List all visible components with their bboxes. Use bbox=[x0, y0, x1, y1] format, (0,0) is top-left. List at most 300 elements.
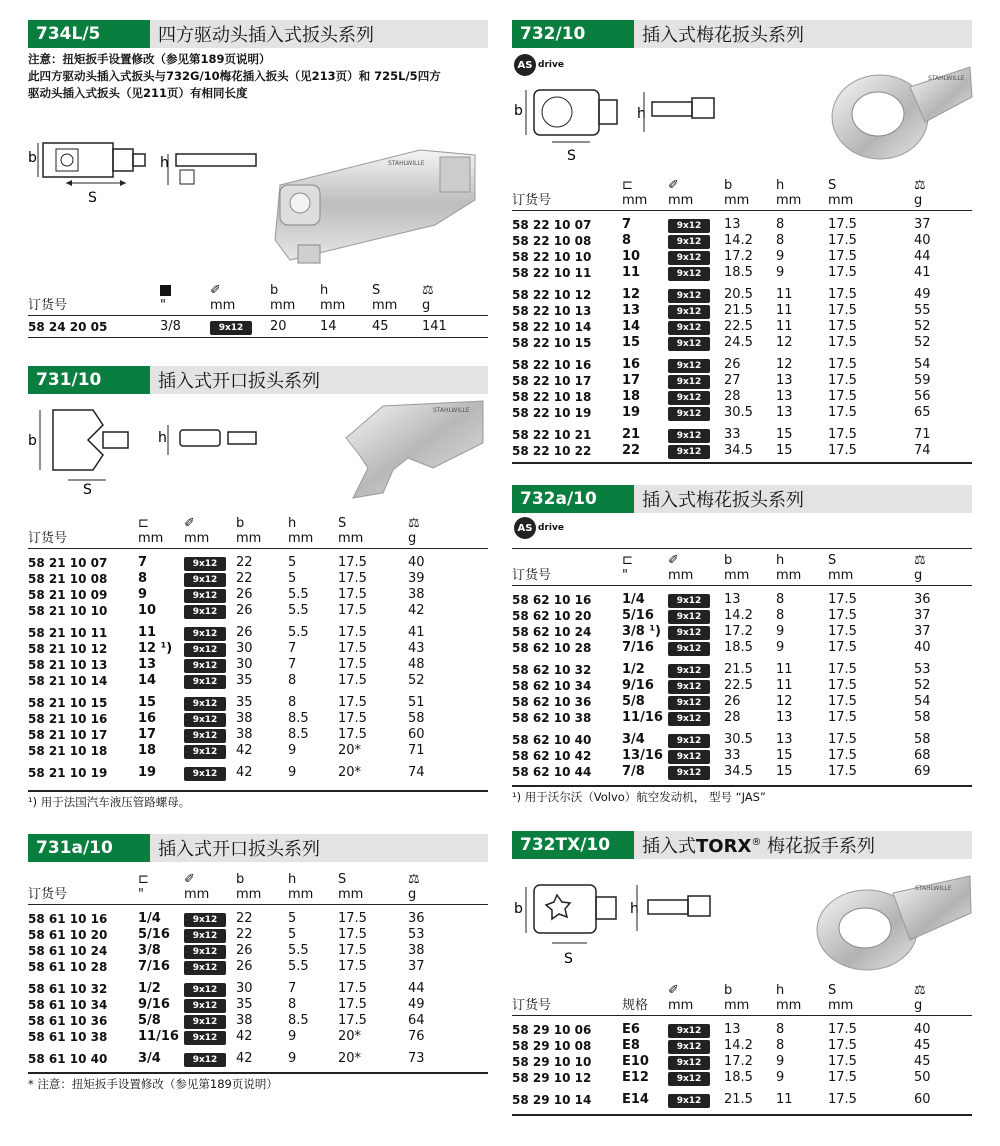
cell-g: 37 bbox=[408, 959, 425, 974]
col-order: 订货号 bbox=[512, 193, 552, 208]
cell-order: 58 22 10 14 bbox=[512, 320, 592, 334]
table-top-rule bbox=[512, 548, 972, 549]
cell-h: 13 bbox=[776, 389, 793, 404]
cell-s: 17.5 bbox=[828, 608, 857, 623]
cell-g: 52 bbox=[914, 678, 931, 693]
table-row bbox=[28, 673, 488, 689]
cell-b: 21.5 bbox=[724, 662, 753, 677]
cell-size: 13/16 bbox=[622, 748, 663, 763]
cell-h: 8.5 bbox=[288, 1013, 309, 1028]
cell-h: 5.5 bbox=[288, 625, 309, 640]
cell-fit bbox=[668, 249, 724, 265]
cell-fit bbox=[668, 421, 724, 443]
cell-b: 22.5 bbox=[724, 319, 753, 334]
cell-s: 17.5 bbox=[338, 571, 367, 586]
fit-badge: 9x12 bbox=[184, 767, 226, 781]
cell-order: 58 62 10 20 bbox=[512, 609, 592, 623]
cell-b: 14.2 bbox=[724, 233, 753, 248]
table-731a-10 bbox=[28, 872, 488, 1067]
table-row bbox=[512, 1086, 972, 1108]
fit-badge: 9x12 bbox=[668, 407, 710, 421]
col-unit: mm bbox=[668, 568, 694, 583]
note-line: 此四方驱动头插入式扳头与732G/10梅花插入扳头（见213页）和 725L/5四方 bbox=[28, 69, 441, 83]
col-unit: g bbox=[422, 298, 431, 313]
cell-size: 7 bbox=[622, 217, 632, 232]
cell-g: 76 bbox=[408, 1029, 425, 1044]
col-unit: g bbox=[408, 531, 417, 546]
cell-g: 68 bbox=[914, 748, 931, 763]
fit-badge: 9x12 bbox=[668, 626, 710, 640]
cell-h: 8 bbox=[288, 673, 297, 688]
cell-size: 19 bbox=[138, 765, 157, 780]
cell-order: 58 21 10 16 bbox=[28, 712, 108, 726]
cell-s: 17.5 bbox=[828, 287, 857, 302]
table-row bbox=[512, 694, 972, 710]
cell-fit bbox=[668, 1070, 724, 1086]
cell-g: 53 bbox=[914, 662, 931, 677]
col-unit: mm bbox=[724, 998, 750, 1013]
section-header bbox=[28, 366, 488, 394]
cell-s: 17.5 bbox=[338, 727, 367, 742]
cell-size: E12 bbox=[622, 1070, 649, 1085]
photo-stamp: STAHLWILLE bbox=[928, 75, 965, 82]
cell-fit bbox=[184, 927, 236, 943]
cell-fit bbox=[668, 608, 724, 624]
dim-label-h: h bbox=[630, 901, 639, 917]
cell-size: E8 bbox=[622, 1038, 640, 1053]
cell-b: 42 bbox=[236, 1051, 253, 1066]
col-unit: mm bbox=[776, 193, 802, 208]
cell-s: 17.5 bbox=[828, 764, 857, 779]
cell-h: 9 bbox=[288, 1029, 297, 1044]
cell-h: 7 bbox=[288, 641, 297, 656]
col-s: S bbox=[338, 872, 347, 887]
cell-g: 42 bbox=[408, 603, 425, 618]
cell-order: 58 22 10 13 bbox=[512, 304, 592, 318]
col-unit: mm bbox=[776, 568, 802, 583]
cell-order: 58 29 10 10 bbox=[512, 1055, 592, 1069]
cell-b: 13 bbox=[724, 592, 741, 607]
cell-g: 141 bbox=[422, 318, 447, 334]
wrench-fit-icon: ✐ bbox=[668, 983, 679, 998]
section-title: 插入式梅花扳头系列 bbox=[642, 25, 804, 46]
table-row bbox=[28, 549, 488, 572]
cell-h: 8 bbox=[776, 233, 785, 248]
col-order: 订货号 bbox=[512, 998, 552, 1013]
col-order: 订货号 bbox=[28, 298, 68, 313]
cell-order: 58 22 10 10 bbox=[512, 250, 592, 264]
title-brand: TORX bbox=[696, 836, 752, 857]
cell-b: 34.5 bbox=[724, 764, 753, 779]
section-code: 734L/5 bbox=[28, 20, 150, 48]
fit-badge: 9x12 bbox=[668, 1056, 710, 1070]
cell-h: 5.5 bbox=[288, 587, 309, 602]
cell-size: E6 bbox=[622, 1022, 640, 1037]
section-code: 732TX/10 bbox=[512, 831, 634, 859]
cell-g: 58 bbox=[408, 711, 425, 726]
fit-badge: 9x12 bbox=[184, 573, 226, 587]
cell-b: 17.2 bbox=[724, 1054, 753, 1069]
cell-size: 8 bbox=[138, 571, 148, 586]
cell-b: 30 bbox=[236, 641, 253, 656]
table-row bbox=[28, 759, 488, 781]
cell-size: 12 ¹) bbox=[138, 641, 173, 656]
technical-drawing-square-drive bbox=[28, 135, 268, 210]
cell-fit bbox=[184, 571, 236, 587]
cell-h: 15 bbox=[776, 443, 793, 458]
cell-order: 58 22 10 18 bbox=[512, 390, 592, 404]
col-h: h bbox=[288, 516, 297, 531]
cell-b: 42 bbox=[236, 765, 253, 780]
cell-fit bbox=[668, 1086, 724, 1108]
cell-b: 28 bbox=[724, 710, 741, 725]
cell-order: 58 62 10 32 bbox=[512, 663, 592, 677]
fit-badge: 9x12 bbox=[184, 983, 226, 997]
open-jaw-icon: ⊏ bbox=[138, 516, 149, 531]
cell-size: 17 bbox=[622, 373, 641, 388]
cell-fit bbox=[668, 303, 724, 319]
cell-s: 17.5 bbox=[338, 641, 367, 656]
cell-fit bbox=[668, 335, 724, 351]
cell-h: 8 bbox=[288, 997, 297, 1012]
cell-g: 38 bbox=[408, 943, 425, 958]
cell-s: 17.5 bbox=[828, 1070, 857, 1085]
fit-badge: 9x12 bbox=[668, 664, 710, 678]
cell-b: 38 bbox=[236, 727, 253, 742]
cell-h: 8 bbox=[288, 695, 297, 710]
cell-size: 3/8 ¹) bbox=[622, 624, 661, 639]
cell-order: 58 21 10 19 bbox=[28, 766, 108, 780]
wrench-fit-icon: ✐ bbox=[668, 178, 679, 193]
weight-scale-icon: ⚖ bbox=[408, 516, 420, 531]
section-731-10 bbox=[28, 366, 488, 394]
cell-b: 17.2 bbox=[724, 624, 753, 639]
cell-s: 17.5 bbox=[338, 981, 367, 996]
cell-fit bbox=[184, 587, 236, 603]
cell-h: 9 bbox=[776, 1054, 785, 1069]
cell-size: 5/8 bbox=[138, 1013, 161, 1028]
section-732-10 bbox=[512, 20, 972, 48]
fit-badge: 9x12 bbox=[668, 429, 710, 443]
cell-fit bbox=[668, 233, 724, 249]
section-731a-10 bbox=[28, 834, 488, 862]
cell-h: 12 bbox=[776, 357, 793, 372]
fit-badge: 9x12 bbox=[668, 750, 710, 764]
cell-h: 9 bbox=[776, 249, 785, 264]
cell-g: 60 bbox=[408, 727, 425, 742]
cell-h: 8.5 bbox=[288, 727, 309, 742]
dim-label-s: S bbox=[88, 190, 97, 206]
cell-g: 52 bbox=[408, 673, 425, 688]
cell-fit bbox=[184, 619, 236, 641]
cell-order: 58 62 10 42 bbox=[512, 749, 592, 763]
table-row bbox=[512, 249, 972, 265]
fit-badge: 9x12 bbox=[668, 375, 710, 389]
table-row bbox=[512, 373, 972, 389]
cell-fit bbox=[184, 641, 236, 657]
dim-label-s: S bbox=[564, 951, 573, 967]
table-row bbox=[28, 959, 488, 975]
cell-order: 58 21 10 17 bbox=[28, 728, 108, 742]
col-unit: g bbox=[914, 193, 923, 208]
cell-g: 36 bbox=[914, 592, 931, 607]
cell-size: 8 bbox=[622, 233, 632, 248]
cell-b: 34.5 bbox=[724, 443, 753, 458]
col-order: 订货号 bbox=[512, 568, 552, 583]
cell-b: 26 bbox=[236, 943, 253, 958]
cell-b: 21.5 bbox=[724, 1092, 753, 1107]
cell-fit bbox=[184, 959, 236, 975]
cell-s: 17.5 bbox=[828, 427, 857, 442]
cell-g: 37 bbox=[914, 217, 931, 232]
cell-order: 58 62 10 38 bbox=[512, 711, 592, 725]
footnote: * 注意：扭矩扳手设置修改（参见第189页说明） bbox=[28, 1077, 278, 1091]
cell-size: 16 bbox=[622, 357, 641, 372]
cell-b: 33 bbox=[724, 427, 741, 442]
table-row bbox=[512, 303, 972, 319]
cell-h: 8 bbox=[776, 608, 785, 623]
cell-size: 7/16 bbox=[138, 959, 170, 974]
cell-h: 13 bbox=[776, 405, 793, 420]
table-row bbox=[28, 975, 488, 997]
cell-b: 18.5 bbox=[724, 640, 753, 655]
product-photo-734l5 bbox=[270, 145, 485, 270]
col-b: b bbox=[270, 283, 279, 298]
table-row bbox=[28, 587, 488, 603]
col-h: h bbox=[776, 178, 785, 193]
cell-fit bbox=[668, 281, 724, 303]
cell-s: 17.5 bbox=[828, 592, 857, 607]
cell-s: 17.5 bbox=[828, 303, 857, 318]
table-row bbox=[512, 405, 972, 421]
fit-badge: 9x12 bbox=[668, 1094, 710, 1108]
square-icon bbox=[160, 285, 171, 296]
cell-fit bbox=[184, 1029, 236, 1045]
col-unit: mm bbox=[372, 298, 398, 313]
product-photo-732 bbox=[830, 62, 975, 167]
cell-h: 9 bbox=[776, 265, 785, 280]
cell-h: 11 bbox=[776, 662, 793, 677]
footnote: ¹) 用于沃尔沃（Volvo）航空发动机， 型号 “JAS” bbox=[512, 790, 766, 804]
table-row bbox=[28, 1013, 488, 1029]
cell-s: 17.5 bbox=[828, 710, 857, 725]
col-unit: " bbox=[622, 568, 628, 583]
cell-h: 15 bbox=[776, 748, 793, 763]
wrench-fit-icon: ✐ bbox=[184, 872, 195, 887]
cell-s: 17.5 bbox=[828, 217, 857, 232]
cell-order: 58 21 10 12 bbox=[28, 642, 108, 656]
cell-fit bbox=[668, 1054, 724, 1070]
photo-stamp: STAHLWILLE bbox=[433, 407, 470, 414]
cell-g: 56 bbox=[914, 389, 931, 404]
weight-scale-icon: ⚖ bbox=[408, 872, 420, 887]
fit-badge: 9x12 bbox=[668, 696, 710, 710]
section-title: 插入式梅花扳头系列 bbox=[642, 490, 804, 511]
cell-h: 11 bbox=[776, 1092, 793, 1107]
section-title: 插入式开口扳头系列 bbox=[158, 371, 320, 392]
table-row bbox=[512, 233, 972, 249]
cell-s: 17.5 bbox=[828, 319, 857, 334]
cell-b: 30.5 bbox=[724, 732, 753, 747]
cell-order: 58 62 10 40 bbox=[512, 733, 592, 747]
fit-badge: 9x12 bbox=[668, 594, 710, 608]
cell-order: 58 22 10 07 bbox=[512, 218, 592, 232]
cell-h: 9 bbox=[288, 1051, 297, 1066]
col-unit: mm bbox=[828, 998, 854, 1013]
fit-badge: 9x12 bbox=[668, 289, 710, 303]
cell-g: 48 bbox=[408, 657, 425, 672]
cell-h: 7 bbox=[288, 981, 297, 996]
cell-size: 13 bbox=[138, 657, 157, 672]
cell-size: 19 bbox=[622, 405, 641, 420]
cell-s: 17.5 bbox=[338, 603, 367, 618]
footnote: ¹) 用于法国汽车液压管路螺母。 bbox=[28, 795, 191, 809]
cell-h: 9 bbox=[776, 640, 785, 655]
cell-order: 58 61 10 40 bbox=[28, 1052, 108, 1066]
cell-s: 17.5 bbox=[828, 265, 857, 280]
cell-fit bbox=[184, 997, 236, 1013]
cell-g: 37 bbox=[914, 624, 931, 639]
fit-badge: 9x12 bbox=[184, 557, 226, 571]
cell-g: 55 bbox=[914, 303, 931, 318]
col-unit: mm bbox=[236, 887, 262, 902]
cell-g: 43 bbox=[408, 641, 425, 656]
cell-order: 58 29 10 08 bbox=[512, 1039, 592, 1053]
cell-g: 54 bbox=[914, 357, 931, 372]
cell-b: 22 bbox=[236, 555, 253, 570]
weight-scale-icon: ⚖ bbox=[914, 553, 926, 568]
fit-badge: 9x12 bbox=[668, 445, 710, 459]
cell-fit bbox=[668, 389, 724, 405]
cell-size: 10 bbox=[138, 603, 157, 618]
cell-s: 17.5 bbox=[828, 389, 857, 404]
cell-b: 13 bbox=[724, 1022, 741, 1037]
cell-size: 9/16 bbox=[622, 678, 654, 693]
col-b: b bbox=[236, 516, 245, 531]
cell-h: 9 bbox=[776, 1070, 785, 1085]
cell-g: 40 bbox=[914, 640, 931, 655]
cell-h: 11 bbox=[776, 319, 793, 334]
cell-size: 7/16 bbox=[622, 640, 654, 655]
cell-s: 17.5 bbox=[828, 373, 857, 388]
table-row bbox=[28, 619, 488, 641]
fit-badge: 9x12 bbox=[668, 766, 710, 780]
note-line: 驱动头插入式扳头（见211页）有相同长度 bbox=[28, 86, 248, 100]
fit-badge: 9x12 bbox=[184, 675, 226, 689]
table-732tx-10 bbox=[512, 983, 972, 1108]
cell-s: 17.5 bbox=[828, 443, 857, 458]
table-row bbox=[28, 727, 488, 743]
cell-b: 35 bbox=[236, 997, 253, 1012]
cell-b: 38 bbox=[236, 711, 253, 726]
cell-b: 22 bbox=[236, 571, 253, 586]
table-row bbox=[28, 1045, 488, 1067]
cell-g: 41 bbox=[408, 625, 425, 640]
table-bottom-rule bbox=[512, 462, 972, 464]
col-size: 规格 bbox=[622, 998, 649, 1013]
table-732a-10 bbox=[512, 553, 972, 780]
col-unit: mm bbox=[210, 298, 236, 313]
cell-fit bbox=[668, 443, 724, 459]
cell-s: 17.5 bbox=[828, 1092, 857, 1107]
table-row bbox=[512, 1038, 972, 1054]
cell-g: 45 bbox=[914, 1054, 931, 1069]
cell-size: 15 bbox=[622, 335, 641, 350]
as-drive-logo bbox=[514, 54, 564, 76]
fit-badge: 9x12 bbox=[668, 610, 710, 624]
cell-h: 5.5 bbox=[288, 959, 309, 974]
table-row bbox=[512, 764, 972, 780]
col-unit: mm bbox=[828, 193, 854, 208]
cell-fit bbox=[184, 743, 236, 759]
cell-h: 5.5 bbox=[288, 603, 309, 618]
table-row bbox=[512, 608, 972, 624]
fit-badge: 9x12 bbox=[184, 745, 226, 759]
col-s: S bbox=[828, 983, 837, 998]
table-row bbox=[512, 335, 972, 351]
cell-s: 17.5 bbox=[338, 695, 367, 710]
weight-scale-icon: ⚖ bbox=[914, 178, 926, 193]
fit-badge: 9x12 bbox=[184, 913, 226, 927]
cell-size: 5/16 bbox=[622, 608, 654, 623]
cell-order: 58 29 10 12 bbox=[512, 1071, 592, 1085]
cell-fit bbox=[668, 351, 724, 373]
cell-h: 13 bbox=[776, 732, 793, 747]
cell-fit bbox=[668, 211, 724, 234]
cell-size: 18 bbox=[138, 743, 157, 758]
cell-size: 14 bbox=[138, 673, 157, 688]
cell-order: 58 62 10 16 bbox=[512, 593, 592, 607]
cell-size: 22 bbox=[622, 443, 641, 458]
cell-s: 17.5 bbox=[338, 587, 367, 602]
cell-size: E14 bbox=[622, 1092, 649, 1107]
cell-order: 58 21 10 18 bbox=[28, 744, 108, 758]
cell-fit bbox=[668, 710, 724, 726]
col-unit: mm bbox=[828, 568, 854, 583]
cell-order: 58 22 10 15 bbox=[512, 336, 592, 350]
cell-size: 3/8 bbox=[160, 318, 181, 334]
col-b: b bbox=[236, 872, 245, 887]
cell-s: 17.5 bbox=[338, 997, 367, 1012]
col-unit: mm bbox=[724, 193, 750, 208]
col-s: S bbox=[828, 178, 837, 193]
table-row bbox=[512, 281, 972, 303]
table-row bbox=[512, 586, 972, 609]
cell-order: 58 22 10 17 bbox=[512, 374, 592, 388]
cell-order: 58 62 10 24 bbox=[512, 625, 592, 639]
cell-s: 17.5 bbox=[338, 959, 367, 974]
section-header bbox=[28, 20, 488, 48]
cell-size: 12 bbox=[622, 287, 641, 302]
fit-badge: 9x12 bbox=[668, 642, 710, 656]
col-b: b bbox=[724, 553, 733, 568]
cell-fit bbox=[668, 1038, 724, 1054]
cell-order: 58 61 10 38 bbox=[28, 1030, 108, 1044]
cell-fit bbox=[668, 764, 724, 780]
cell-size: 16 bbox=[138, 711, 157, 726]
cell-h: 8.5 bbox=[288, 711, 309, 726]
col-unit: " bbox=[138, 887, 144, 902]
cell-b: 22 bbox=[236, 927, 253, 942]
cell-s: 20* bbox=[338, 1051, 362, 1066]
cell-h: 13 bbox=[776, 710, 793, 725]
cell-b: 14.2 bbox=[724, 1038, 753, 1053]
cell-g: 39 bbox=[408, 571, 425, 586]
technical-drawing-torx bbox=[512, 875, 732, 970]
cell-fit bbox=[668, 694, 724, 710]
cell-h: 8 bbox=[776, 217, 785, 232]
cell-size: 17 bbox=[138, 727, 157, 742]
